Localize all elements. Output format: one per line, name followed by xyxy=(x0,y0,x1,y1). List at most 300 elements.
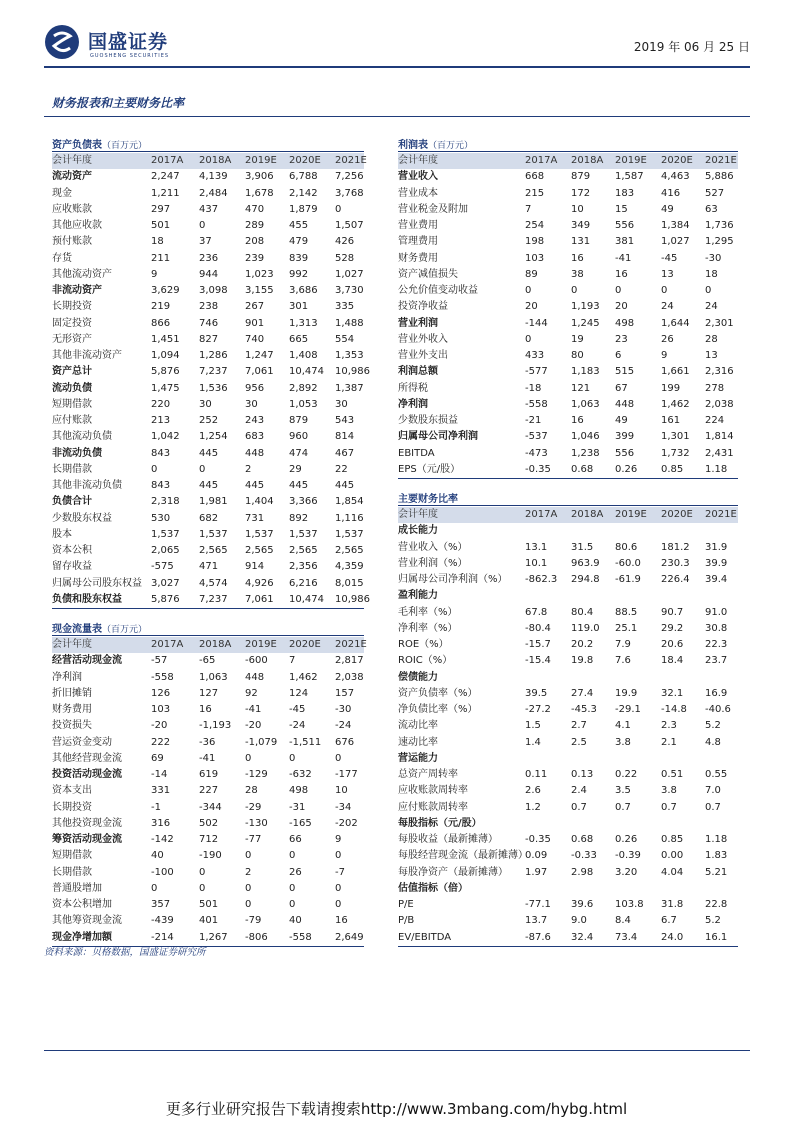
cell-value: -14.8 xyxy=(661,704,687,716)
cell-value: -77 xyxy=(245,834,262,846)
row-label: 长期借款 xyxy=(52,463,92,475)
cell-value: -806 xyxy=(242,930,286,947)
cell-value: 2,038 xyxy=(335,671,364,683)
cell-value: 498 xyxy=(289,785,309,797)
table-row xyxy=(52,234,364,250)
row-label: 短期借款 xyxy=(52,850,92,862)
ratios-table xyxy=(398,507,738,947)
column-header: 2017A xyxy=(522,507,568,523)
row-label: 存货 xyxy=(52,252,72,264)
table-row xyxy=(398,234,738,250)
cell-value: 712 xyxy=(199,834,219,846)
row-label: 其他经营现金流 xyxy=(52,752,122,764)
cell-value: 32.1 xyxy=(661,687,684,699)
table-row xyxy=(52,316,364,332)
cell-value: 181.2 xyxy=(661,541,690,553)
cell-value: 448 xyxy=(245,447,265,459)
cell-value: 381 xyxy=(615,236,635,248)
table-row xyxy=(52,462,364,478)
cash-flow-top-rule xyxy=(52,635,364,636)
cell-value: 1,063 xyxy=(571,398,600,410)
report-date: 2019 年 06 月 25 日 xyxy=(633,40,750,54)
row-label: 投资损失 xyxy=(52,720,92,732)
table-row xyxy=(52,478,364,494)
cell-value: 843 xyxy=(151,447,171,459)
column-header: 2020E xyxy=(658,507,702,523)
cell-value: 1.83 xyxy=(705,850,728,862)
table-row xyxy=(52,592,364,609)
cell-value: 10,474 xyxy=(286,592,332,609)
cell-value: 16 xyxy=(571,252,584,264)
cell-value: -439 xyxy=(151,915,174,927)
table-row xyxy=(52,881,364,897)
balance-sheet-table xyxy=(52,153,370,609)
row-label: 投资净收益 xyxy=(398,301,448,313)
row-label: 净利率（%） xyxy=(398,622,458,634)
table-row xyxy=(398,218,738,234)
cell-value: 7.6 xyxy=(615,655,631,667)
row-label: 营运能力 xyxy=(398,752,438,764)
row-label: 每股经营现金流（最新摊薄） xyxy=(398,850,528,862)
cell-value: 2.4 xyxy=(571,785,587,797)
cell-value: 1,183 xyxy=(571,366,600,378)
cell-value: 119.0 xyxy=(571,622,600,634)
cell-value: 20 xyxy=(525,301,538,313)
cell-value: 3,155 xyxy=(245,285,274,297)
cell-value: 2,301 xyxy=(705,317,734,329)
cell-value: 528 xyxy=(335,252,355,264)
cell-value: 220 xyxy=(151,398,171,410)
cell-value: -190 xyxy=(199,850,222,862)
cell-value: 18 xyxy=(705,268,718,280)
cell-value: 0.85 xyxy=(658,462,702,479)
cell-value: 16 xyxy=(199,704,212,716)
cell-value: -24 xyxy=(335,720,352,732)
table-row xyxy=(398,767,738,783)
row-label: 财务费用 xyxy=(398,252,438,264)
cell-value: 18.4 xyxy=(661,655,684,667)
table-row xyxy=(52,832,364,848)
cell-value: 0.26 xyxy=(615,834,638,846)
cell-value: 30 xyxy=(335,398,348,410)
cell-value: 1,254 xyxy=(199,431,228,443)
section-title: 财务报表和主要财务比率 xyxy=(52,96,185,110)
cell-value: 471 xyxy=(199,561,219,573)
row-label: 资产减值损失 xyxy=(398,268,458,280)
cell-value: 8,015 xyxy=(335,577,364,589)
cell-value: 963.9 xyxy=(571,557,600,569)
cell-value: 49 xyxy=(615,415,628,427)
cell-value: 1,451 xyxy=(151,333,180,345)
column-header: 会计年度 xyxy=(52,153,148,169)
table-row xyxy=(52,767,364,783)
cell-value: 236 xyxy=(199,252,219,264)
cell-value: 67.8 xyxy=(525,606,548,618)
table-row xyxy=(398,913,738,929)
cell-value: 0 xyxy=(245,899,252,911)
cell-value: 10,474 xyxy=(289,366,324,378)
cell-value: 31.8 xyxy=(661,899,684,911)
table-row xyxy=(52,543,364,559)
cell-value: 1,814 xyxy=(705,431,734,443)
cell-value: 24 xyxy=(705,301,718,313)
cell-value: 16 xyxy=(335,915,348,927)
cell-value: 4,574 xyxy=(199,577,228,589)
cell-value: 0 xyxy=(335,752,342,764)
cell-value: 2,565 xyxy=(289,545,318,557)
cell-value: -20 xyxy=(151,720,168,732)
cell-value: 6.7 xyxy=(661,915,677,927)
table-row xyxy=(52,186,364,202)
row-label: 长期借款 xyxy=(52,866,92,878)
cell-value xyxy=(658,816,702,832)
cell-value: 2,356 xyxy=(289,561,318,573)
cell-value: -45 xyxy=(661,252,678,264)
cell-value: 1,042 xyxy=(151,431,180,443)
table-row xyxy=(52,653,364,669)
cell-value: 10,986 xyxy=(335,366,370,378)
cell-value: -41 xyxy=(199,752,216,764)
cell-value: 227 xyxy=(199,785,219,797)
cell-value: 13 xyxy=(661,268,674,280)
cell-value: 213 xyxy=(151,415,171,427)
cell-value: 501 xyxy=(199,899,219,911)
row-label: 估值指标（倍） xyxy=(398,882,468,894)
cell-value: 2.3 xyxy=(661,720,677,732)
table-row xyxy=(52,413,364,429)
cell-value: 28 xyxy=(705,333,718,345)
row-label: 净利润 xyxy=(52,671,82,683)
cell-value: 2.5 xyxy=(571,736,587,748)
column-header: 2018A xyxy=(568,507,612,523)
cell-value: 39.9 xyxy=(705,557,728,569)
cell-value: -0.35 xyxy=(525,834,551,846)
cell-value: -36 xyxy=(199,736,216,748)
cell-value: 357 xyxy=(151,899,171,911)
footer-divider xyxy=(44,1050,750,1051)
cell-value: 7,061 xyxy=(245,366,274,378)
cell-value: 5.21 xyxy=(705,866,728,878)
table-row xyxy=(52,218,364,234)
cell-value: -1 xyxy=(151,801,161,813)
cell-value: -214 xyxy=(148,930,196,947)
cell-value: -600 xyxy=(245,655,268,667)
cell-value: 4,139 xyxy=(199,171,228,183)
cell-value: 399 xyxy=(615,431,635,443)
cell-value: 3,027 xyxy=(151,577,180,589)
row-label: 非流动负债 xyxy=(52,447,102,459)
row-label: 长期投资 xyxy=(52,801,92,813)
column-header: 2017A xyxy=(148,153,196,169)
cell-value: 0 xyxy=(525,285,532,297)
cell-value: 0 xyxy=(199,882,206,894)
cell-value: 80.6 xyxy=(615,541,638,553)
cell-value: -27.2 xyxy=(525,704,551,716)
column-header: 2017A xyxy=(148,637,196,653)
ratios-title: 主要财务比率 xyxy=(398,494,458,505)
cell-value: 38 xyxy=(571,268,584,280)
row-label: 其他非流动资产 xyxy=(52,350,122,362)
cell-value: 0.13 xyxy=(571,769,594,781)
cell-value: 0 xyxy=(199,463,206,475)
table-row xyxy=(398,735,738,751)
cell-value: 2,565 xyxy=(245,545,274,557)
table-row xyxy=(52,527,364,543)
table-row xyxy=(52,735,364,751)
cell-value: 16 xyxy=(615,268,628,280)
cell-value: 1,387 xyxy=(335,382,364,394)
cell-value: 0 xyxy=(615,285,622,297)
cell-value xyxy=(702,523,738,539)
cell-value: -41 xyxy=(615,252,632,264)
cell-value: -537 xyxy=(525,431,548,443)
cell-value: 448 xyxy=(245,671,265,683)
table-header-row xyxy=(398,507,738,523)
cell-value: 2,565 xyxy=(335,545,364,557)
cell-value: 1,404 xyxy=(245,496,274,508)
cell-value: -21 xyxy=(525,415,542,427)
cell-value: 1,736 xyxy=(705,220,734,232)
cell-value: 1,384 xyxy=(661,220,690,232)
row-label: 股本 xyxy=(52,528,72,540)
row-label: 营业外支出 xyxy=(398,350,448,362)
cell-value: 892 xyxy=(289,512,309,524)
cell-value: -558 xyxy=(286,930,332,947)
cell-value: 682 xyxy=(199,512,219,524)
cell-value xyxy=(568,588,612,604)
cell-value: 31.5 xyxy=(571,541,594,553)
cell-value: 32.4 xyxy=(568,930,612,947)
cell-value: 3.8 xyxy=(661,785,677,797)
table-row xyxy=(398,897,738,913)
cell-value: 426 xyxy=(335,236,355,248)
cell-value: -165 xyxy=(289,817,312,829)
cell-value: 2,316 xyxy=(705,366,734,378)
row-label: 经营活动现金流 xyxy=(52,655,122,667)
cell-value: 161 xyxy=(661,415,681,427)
cell-value: -0.35 xyxy=(522,462,568,479)
cell-value xyxy=(612,751,658,767)
row-label: 营业利润（%） xyxy=(398,557,468,569)
table-row xyxy=(398,267,738,283)
cell-value: 527 xyxy=(705,187,725,199)
brand-subtitle: GUOSHENG SECURITIES xyxy=(90,53,170,59)
cell-value xyxy=(702,816,738,832)
row-label: 负债合计 xyxy=(52,496,92,508)
cell-value: 40 xyxy=(151,850,164,862)
cell-value: 208 xyxy=(245,236,265,248)
cell-value: -77.1 xyxy=(525,899,551,911)
table-header-row xyxy=(52,637,364,653)
cell-value: 0 xyxy=(289,899,296,911)
cell-value: 2,065 xyxy=(151,545,180,557)
cell-value: 215 xyxy=(525,187,545,199)
cell-value: 0 xyxy=(151,882,158,894)
cell-value: -30 xyxy=(335,704,352,716)
cell-value: 0 xyxy=(199,220,206,232)
cell-value: 2,565 xyxy=(199,545,228,557)
cell-value: -61.9 xyxy=(615,574,641,586)
cell-value: 554 xyxy=(335,333,355,345)
cell-value: 2,038 xyxy=(705,398,734,410)
cell-value: 239 xyxy=(245,252,265,264)
cell-value xyxy=(702,751,738,767)
column-header: 2017A xyxy=(522,153,568,169)
cell-value: 3,768 xyxy=(335,187,364,199)
cell-value: 445 xyxy=(199,447,219,459)
cell-value: -15.4 xyxy=(525,655,551,667)
cell-value: 88.5 xyxy=(615,606,638,618)
cell-value: -202 xyxy=(335,817,358,829)
cell-value: 445 xyxy=(289,480,309,492)
cell-value: 0.26 xyxy=(612,462,658,479)
cell-value: -41 xyxy=(245,704,262,716)
cell-value: 4,359 xyxy=(335,561,364,573)
cell-value: 80 xyxy=(571,350,584,362)
cell-value: 515 xyxy=(615,366,635,378)
cell-value: 1,537 xyxy=(289,528,318,540)
cell-value: 1,301 xyxy=(661,431,690,443)
cell-value: 1,238 xyxy=(571,447,600,459)
row-label: EBITDA xyxy=(398,447,435,459)
cell-value xyxy=(612,881,658,897)
income-statement-table xyxy=(398,153,738,479)
cell-value: 10 xyxy=(571,203,584,215)
brand-name: 国盛证券 xyxy=(88,31,169,53)
cell-value: -558 xyxy=(151,671,174,683)
row-label: 营业利润 xyxy=(398,317,438,329)
row-label: 每股指标（元/股） xyxy=(398,817,482,829)
table-row xyxy=(398,865,738,881)
table-row xyxy=(398,299,738,315)
cell-value: 665 xyxy=(289,333,309,345)
cell-value xyxy=(568,523,612,539)
column-header: 2020E xyxy=(286,637,332,653)
cell-value: 8.4 xyxy=(615,915,631,927)
table-row xyxy=(398,702,738,718)
row-label: P/B xyxy=(398,915,415,927)
cell-value: 20.2 xyxy=(571,639,594,651)
cell-value: -558 xyxy=(525,398,548,410)
cell-value xyxy=(522,816,568,832)
row-label: EV/EBITDA xyxy=(398,930,522,947)
cell-value: 0.11 xyxy=(525,769,548,781)
cell-value: 1,046 xyxy=(571,431,600,443)
cell-value xyxy=(568,816,612,832)
cell-value: -0.39 xyxy=(615,850,641,862)
cell-value: 1,267 xyxy=(196,930,242,947)
row-label: 净负债比率（%） xyxy=(398,704,478,716)
cell-value: 26 xyxy=(661,333,674,345)
row-label: 毛利率（%） xyxy=(398,606,458,618)
row-label: 固定投资 xyxy=(52,317,92,329)
cell-value: 7.0 xyxy=(705,785,721,797)
cell-value: 1,462 xyxy=(289,671,318,683)
cell-value: -79 xyxy=(245,915,262,927)
table-row xyxy=(398,364,738,380)
cell-value: 24 xyxy=(661,301,674,313)
cell-value: 1,193 xyxy=(571,301,600,313)
cell-value: 960 xyxy=(289,431,309,443)
cell-value: -862.3 xyxy=(525,574,558,586)
cell-value: 0 xyxy=(245,850,252,862)
cell-value: 445 xyxy=(199,480,219,492)
cell-value: 26 xyxy=(289,866,302,878)
cell-value: -34 xyxy=(335,801,352,813)
table-header-row xyxy=(52,153,364,169)
cash-flow-table xyxy=(52,637,367,947)
table-row xyxy=(398,462,738,479)
cell-value: 843 xyxy=(151,480,171,492)
cell-value: -14 xyxy=(151,769,168,781)
cell-value: 92 xyxy=(245,687,258,699)
row-label: 少数股东损益 xyxy=(398,415,458,427)
cell-value: 0 xyxy=(289,752,296,764)
cell-value: 0.7 xyxy=(705,801,721,813)
cell-value: 222 xyxy=(151,736,171,748)
cell-value: 10,986 xyxy=(332,592,364,609)
cell-value: 2 xyxy=(245,463,252,475)
row-label: 少数股东权益 xyxy=(52,512,112,524)
cell-value: 1,537 xyxy=(335,528,364,540)
cell-value: -632 xyxy=(289,769,312,781)
row-label: 盈利能力 xyxy=(398,590,438,602)
cell-value: 6,216 xyxy=(289,577,318,589)
table-row xyxy=(52,670,364,686)
table-row xyxy=(398,202,738,218)
table-row xyxy=(398,783,738,799)
cell-value: 278 xyxy=(705,382,725,394)
table-row xyxy=(52,913,364,929)
cell-value: 28 xyxy=(245,785,258,797)
cell-value: 157 xyxy=(335,687,355,699)
cell-value: 474 xyxy=(289,447,309,459)
cell-value: 7 xyxy=(289,655,296,667)
cell-value xyxy=(658,670,702,686)
row-label: 其他应收款 xyxy=(52,220,102,232)
cell-value: 3,098 xyxy=(199,285,228,297)
cell-value: 224 xyxy=(705,415,725,427)
cell-value xyxy=(522,523,568,539)
cell-value: 2 xyxy=(245,866,252,878)
table-row xyxy=(398,169,738,185)
cell-value: 5.2 xyxy=(705,720,721,732)
cell-value xyxy=(522,751,568,767)
row-label: 管理费用 xyxy=(398,236,438,248)
cell-value: 22 xyxy=(335,463,348,475)
cell-value: 238 xyxy=(199,301,219,313)
row-label: 流动资产 xyxy=(52,171,92,183)
cell-value: 1,644 xyxy=(661,317,690,329)
footer-link-text[interactable]: 更多行业研究报告下载请搜索http://www.3mbang.com/hybg.html xyxy=(165,1100,628,1118)
cell-value xyxy=(658,523,702,539)
cell-value: 0 xyxy=(335,203,342,215)
cell-value: 199 xyxy=(661,382,681,394)
cell-value: 1.97 xyxy=(525,866,548,878)
cell-value: 5.2 xyxy=(705,915,721,927)
row-label: 归属母公司净利润 xyxy=(398,431,478,443)
cell-value: 0.00 xyxy=(661,850,684,862)
cell-value: 254 xyxy=(525,220,545,232)
cell-value: 3,730 xyxy=(335,285,364,297)
cell-value xyxy=(612,523,658,539)
cell-value: 7 xyxy=(525,203,532,215)
cell-value: -1,511 xyxy=(289,736,322,748)
cell-value: 297 xyxy=(151,203,171,215)
cell-value: 15 xyxy=(615,203,628,215)
cell-value: 2,247 xyxy=(151,171,180,183)
table-row xyxy=(398,848,738,864)
